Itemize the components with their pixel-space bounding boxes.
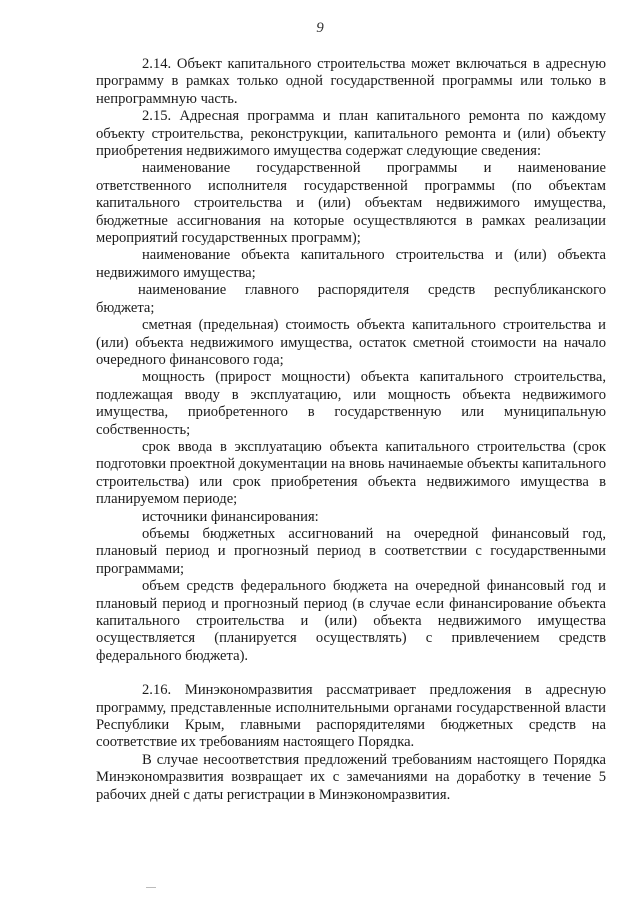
scan-mark	[146, 887, 156, 888]
paragraph-object-name: наименование объекта капитального строительства и (или) объекта недвижимого имущества;	[96, 247, 606, 281]
paragraph-estimated-cost: сметная (предельная) стоимость объекта капитального строительства и (или) объекта недвижимого имущества, остаток сметной стоимости на начало очередного финансового года;	[96, 317, 606, 368]
paragraph-noncompliance: В случае несоответствия предложений требованиям настоящего Порядка Минэкономразвития возвращает их с замечаниями на доработку в течение 5 рабочих дней с даты регистрации в Минэкономразвития.	[96, 751, 606, 803]
document-body	[96, 56, 606, 804]
paragraph-budget-manager: наименование главного распорядителя средств республиканского бюджета;	[96, 282, 606, 316]
paragraph-2-16: 2.16. Минэкономразвития рассматривает предложения в адресную программу, представленные исполнительными органами государственной власти Республики Крым, главными распорядителями бюджетных средств на соответствие их требованиям настоящего Порядка.	[96, 682, 606, 751]
paragraph-commissioning-term: срок ввода в эксплуатацию объекта капитального строительства (срок подготовки проектной документации на вновь начинаемые объекты капитального строительства) или срок приобретения объекта недвижимого имущества в планируемом периоде;	[96, 438, 606, 508]
paragraph-2-14: 2.14. Объект капитального строительства может включаться в адресную программу в рамках только одной государственной программы или только в непрограммную часть.	[96, 56, 606, 107]
paragraph-funding-sources: источники финансирования:	[142, 508, 319, 525]
page-number: 9	[316, 20, 324, 36]
paragraph-2-15: 2.15. Адресная программа и план капитального ремонта по каждому объекту строительства, реконструкции, капитального ремонта и (или) объекту приобретения недвижимого имущества содержат следующие сведения:	[96, 108, 606, 160]
paragraph-program-name: наименование государственной программы и наименование ответственного исполнителя государственной программы (по объектам капитального строительства и (или) объектам недвижимого имущества, бюджетные ассигнования на которые осуществляются в рамках реализации мероприятий государственных программ);	[96, 160, 606, 247]
paragraph-capacity: мощность (прирост мощности) объекта капитального строительства, подлежащая вводу в эксплуатацию, или мощность объекта недвижимого имущества, приобретенного в государственную или муниципальную собственность;	[96, 369, 606, 438]
paragraph-federal-funds: объем средств федерального бюджета на очередной финансовый год и плановый период и прогнозный период (в случае если финансирование объекта капитального строительства и (или) объекта недвижимого имущества осуществляется (планируется осуществлять) с привлечением средств федерального бюджета).	[96, 578, 606, 664]
paragraph-budget-allocations: объемы бюджетных ассигнований на очередной финансовый год, плановый период и прогнозный период в соответствии с государственными программами;	[96, 525, 606, 577]
